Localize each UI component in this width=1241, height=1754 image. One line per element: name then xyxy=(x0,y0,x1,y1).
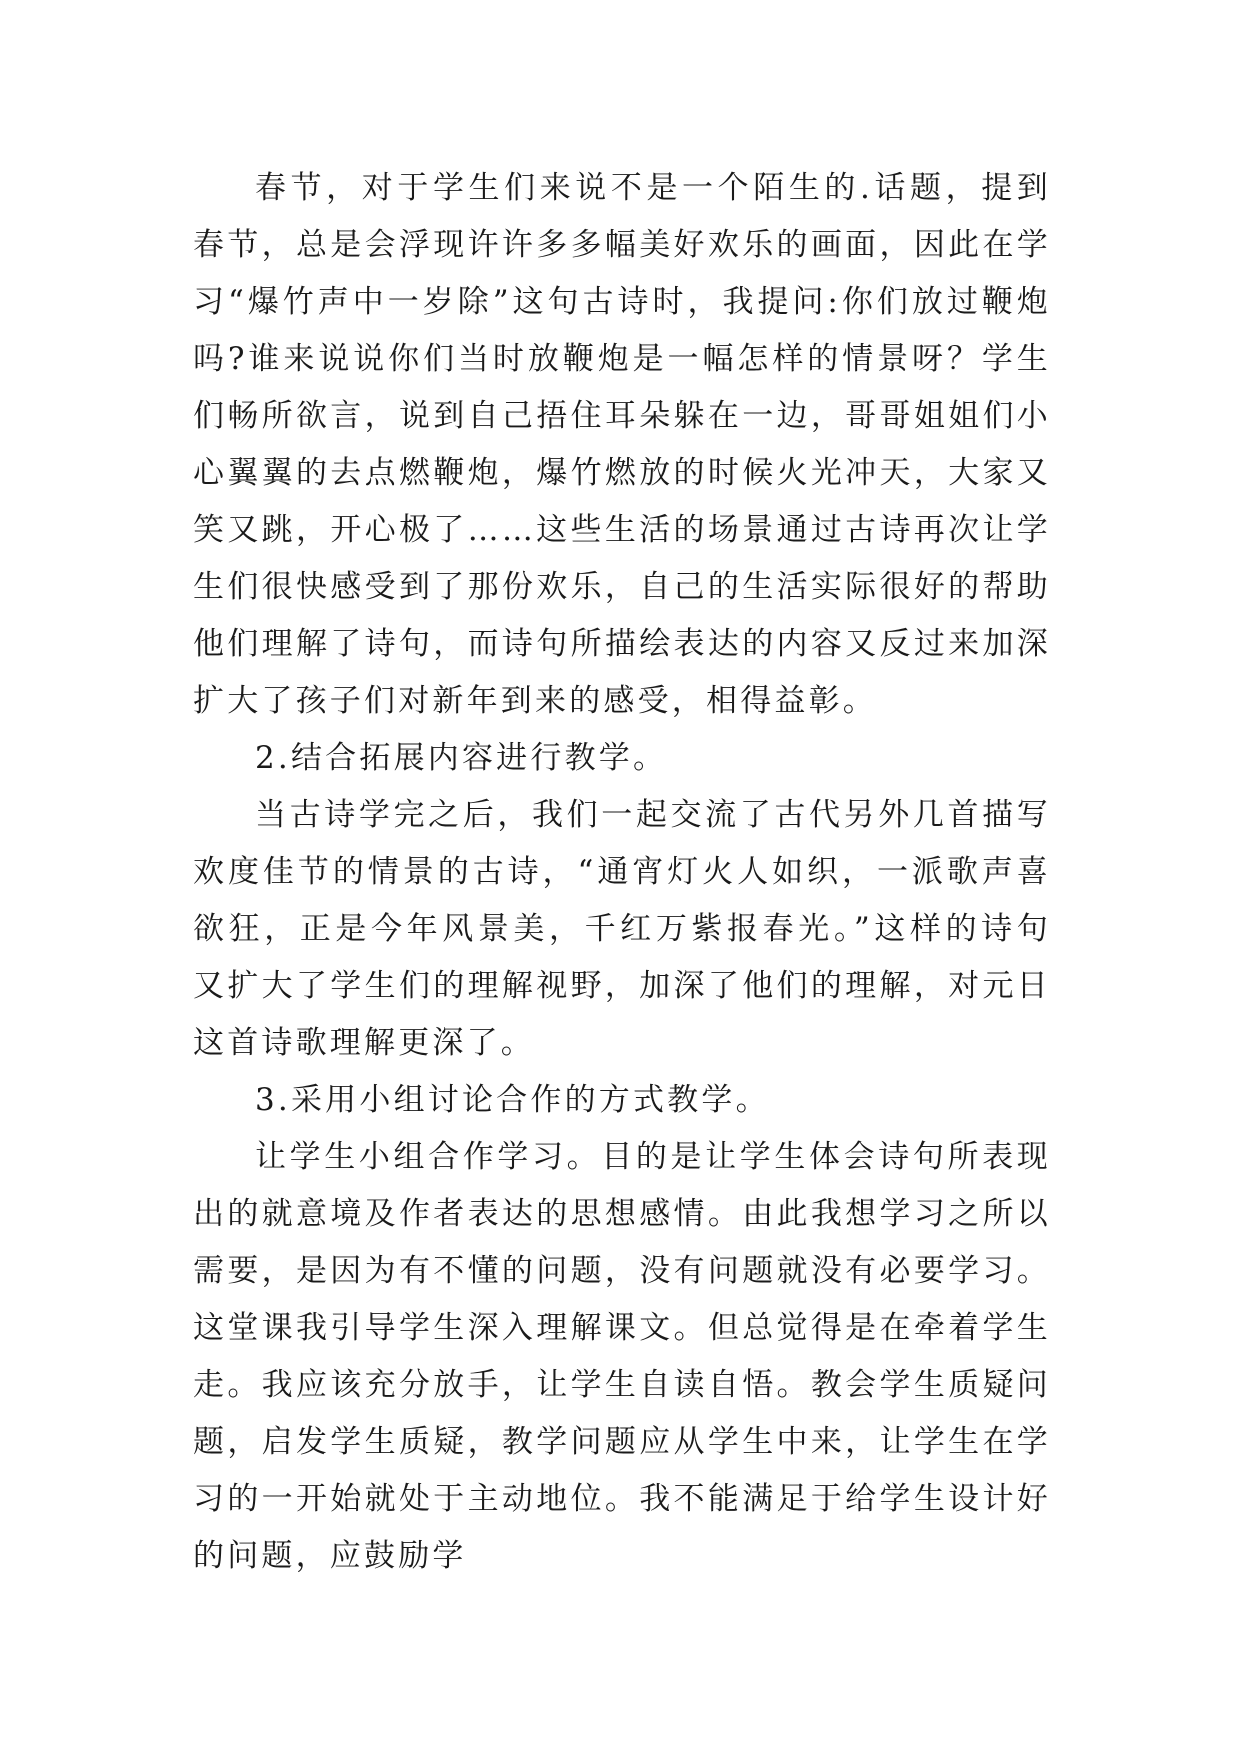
heading-extended-content: 2.结合拓展内容进行教学。 xyxy=(255,740,668,776)
heading-group-discussion: 3.采用小组讨论合作的方式教学。 xyxy=(255,1082,770,1118)
paragraph-extended-poems: 当古诗学完之后，我们一起交流了古代另外几首描写欢度佳节的情景的古诗，“通宵灯火人如织，一派歌声喜欲狂，正是今年风景美，千红万紫报春光。”这样的诗句又扩大了学生们的理解视野，加深了他们的理解，对元日这首诗歌理解更深了。 xyxy=(193,797,1051,1061)
document-body xyxy=(193,160,1051,1585)
paragraph-spring-festival: 春节，对于学生们来说不是一个陌生的.话题，提到春节，总是会浮现许许多多幅美好欢乐的画面，因此在学习“爆竹声中一岁除”这句古诗时，我提问:你们放过鞭炮吗?谁来说说你们当时放鞭炮是一幅怎样的情景呀？学生们畅所欲言，说到自己捂住耳朵躲在一边，哥哥姐姐们小心翼翼的去点燃鞭炮，爆竹燃放的时候火光冲天，大家又笑又跳，开心极了……这些生活的场景通过古诗再次让学生们很快感受到了那份欢乐，自己的生活实际很好的帮助他们理解了诗句，而诗句所描绘表达的内容又反过来加深扩大了孩子们对新年到来的感受，相得益彰。 xyxy=(193,170,1051,719)
paragraph-group-learning: 让学生小组合作学习。目的是让学生体会诗句所表现出的就意境及作者表达的思想感情。由此我想学习之所以需要，是因为有不懂的问题，没有问题就没有必要学习。这堂课我引导学生深入理解课文。但总觉得是在牵着学生走。我应该充分放手，让学生自读自悟。教会学生质疑问题，启发学生质疑，教学问题应从学生中来，让学生在学习的一开始就处于主动地位。我不能满足于给学生设计好的问题，应鼓励学 xyxy=(193,1139,1051,1574)
